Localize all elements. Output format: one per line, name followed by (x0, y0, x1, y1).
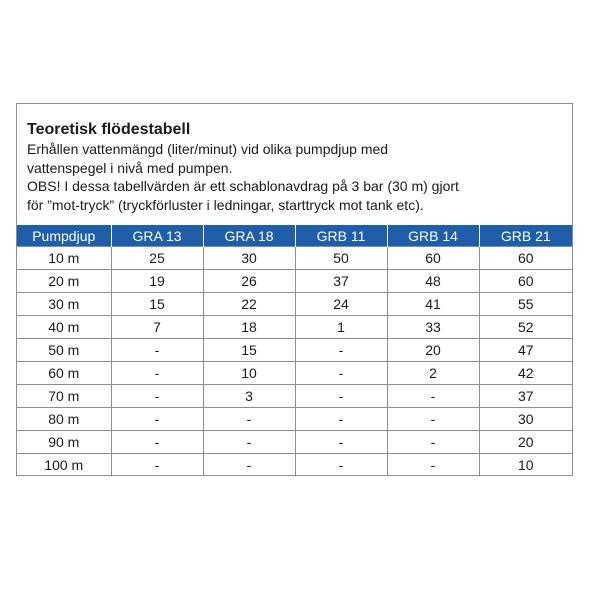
table-cell: 15 (111, 293, 203, 316)
table-cell: 37 (295, 270, 387, 293)
table-cell: 70 m (17, 385, 111, 408)
description-line: vattenspegel i nivå med pumpen. (27, 159, 233, 176)
table-cell: 24 (295, 293, 387, 316)
table-header (17, 225, 572, 247)
card-title: Teoretisk flödestabell (27, 121, 191, 138)
table-cell: 7 (111, 316, 203, 339)
table-cell: - (111, 339, 203, 362)
flow-table (17, 225, 572, 476)
flow-table-card (16, 103, 573, 476)
header-gra-13: GRA 13 (111, 225, 203, 247)
table-cell: 60 (387, 247, 479, 270)
table-cell: - (111, 431, 203, 454)
description-line: OBS! I dessa tabellvärden är ett schablonavdrag på 3 bar (30 m) gjort (27, 178, 459, 194)
table-row (17, 454, 572, 477)
table-cell: 60 (479, 270, 572, 293)
table-cell: - (387, 385, 479, 408)
table-cell: 10 (203, 362, 295, 385)
table-cell: - (203, 408, 295, 431)
table-row (17, 431, 572, 454)
table-cell: - (387, 431, 479, 454)
table-cell: 15 (203, 339, 295, 362)
header-row (17, 225, 572, 247)
description-line: Erhållen vattenmängd (liter/minut) vid olika pumpdjup med (27, 141, 389, 157)
table-row (17, 385, 572, 408)
table-row (17, 293, 572, 316)
table-row (17, 270, 572, 293)
table-cell: 55 (479, 293, 572, 316)
table-cell: 50 (295, 247, 387, 270)
table-cell: 90 m (17, 431, 111, 454)
table-cell: 10 m (17, 247, 111, 270)
table-row (17, 316, 572, 339)
table-cell: 41 (387, 293, 479, 316)
table-cell: 18 (203, 316, 295, 339)
table-body (17, 247, 572, 477)
table-cell: 30 m (17, 293, 111, 316)
table-cell: 30 (203, 247, 295, 270)
table-cell: 50 m (17, 339, 111, 362)
table-cell: 20 (387, 339, 479, 362)
table-cell: 20 m (17, 270, 111, 293)
table-cell: - (111, 454, 203, 477)
table-row (17, 247, 572, 270)
table-cell: - (387, 408, 479, 431)
table-cell: 100 m (17, 454, 111, 477)
table-cell: 3 (203, 385, 295, 408)
table-cell: 22 (203, 293, 295, 316)
table-cell: - (295, 431, 387, 454)
table-cell: - (295, 408, 387, 431)
table-cell: 37 (479, 385, 572, 408)
table-cell: - (111, 408, 203, 431)
table-cell: 10 (479, 454, 572, 477)
table-cell: 2 (387, 362, 479, 385)
table-cell: 33 (387, 316, 479, 339)
header-grb-21: GRB 21 (479, 225, 572, 247)
table-cell: 60 (479, 247, 572, 270)
table-cell: - (295, 454, 387, 477)
table-row (17, 362, 572, 385)
table-cell: 47 (479, 339, 572, 362)
table-cell: 1 (295, 316, 387, 339)
table-cell: 40 m (17, 316, 111, 339)
table-cell: 26 (203, 270, 295, 293)
table-row (17, 339, 572, 362)
table-cell: 42 (479, 362, 572, 385)
header-grb-11: GRB 11 (295, 225, 387, 247)
header-pumpdjup: Pumpdjup (17, 225, 111, 247)
table-cell: - (295, 339, 387, 362)
card-header (17, 104, 572, 214)
table-cell: 25 (111, 247, 203, 270)
table-cell: 52 (479, 316, 572, 339)
table-row (17, 408, 572, 431)
header-grb-14: GRB 14 (387, 225, 479, 247)
table-cell: - (295, 385, 387, 408)
table-cell: 20 (479, 431, 572, 454)
table-cell: - (295, 362, 387, 385)
table-cell: 19 (111, 270, 203, 293)
table-cell: 30 (479, 408, 572, 431)
header-gra-18: GRA 18 (203, 225, 295, 247)
table-cell: 60 m (17, 362, 111, 385)
table-cell: - (111, 385, 203, 408)
table-cell: - (387, 454, 479, 477)
table-cell: - (203, 431, 295, 454)
table-cell: 80 m (17, 408, 111, 431)
table-cell: 48 (387, 270, 479, 293)
table-cell: - (111, 362, 203, 385)
table-cell: - (203, 454, 295, 477)
description-line: för ”mot-tryck” (tryckförluster i ledningar, starttryck mot tank etc). (27, 196, 424, 213)
